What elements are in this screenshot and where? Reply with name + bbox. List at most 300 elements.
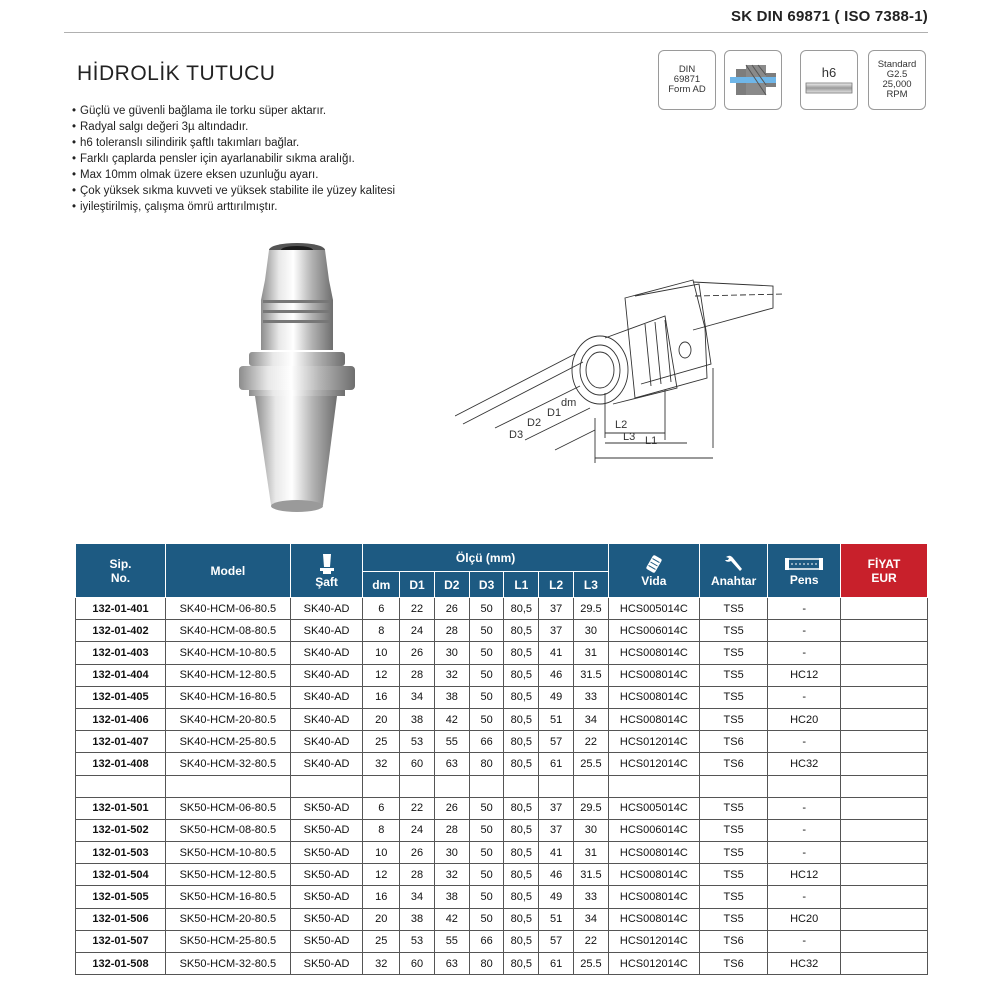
table-cell: HC32 — [768, 953, 841, 975]
header-sip-line1: Sip. — [109, 556, 132, 571]
table-cell: 8 — [363, 819, 400, 841]
table-cell: 50 — [469, 819, 504, 841]
table-cell: HCS008014C — [608, 664, 699, 686]
header-d3: D3 — [469, 572, 504, 598]
table-cell: - — [768, 842, 841, 864]
table-cell: 63 — [434, 953, 469, 975]
table-cell: 34 — [400, 886, 435, 908]
label-l1: L1 — [645, 435, 658, 447]
table-cell: TS6 — [699, 731, 768, 753]
table-cell — [840, 908, 927, 930]
wrench-icon — [722, 554, 746, 574]
table-cell: 60 — [400, 753, 435, 775]
table-cell: 50 — [469, 708, 504, 730]
table-cell: TS6 — [699, 953, 768, 975]
table-cell: TS5 — [699, 598, 768, 620]
table-row — [76, 686, 928, 708]
table-row — [76, 642, 928, 664]
feature-item: • Max 10mm olmak üzere eksen uzunluğu ayarı. — [72, 167, 492, 183]
taper-shank-icon — [318, 553, 336, 575]
table-cell: 51 — [539, 708, 574, 730]
table-cell: 80,5 — [504, 886, 539, 908]
table-cell: SK50-HCM-20-80.5 — [165, 908, 290, 930]
table-cell: 37 — [539, 819, 574, 841]
label-d3: D3 — [509, 429, 524, 441]
table-cell — [840, 686, 927, 708]
table-cell: HCS008014C — [608, 686, 699, 708]
table-cell: 30 — [434, 642, 469, 664]
table-cell: 53 — [400, 731, 435, 753]
collet-icon — [784, 555, 824, 573]
table-cell: 80,5 — [504, 753, 539, 775]
table-cell: 132-01-405 — [76, 686, 166, 708]
table-cell — [840, 664, 927, 686]
table-cell: 37 — [539, 598, 574, 620]
din-standard-badge — [658, 50, 716, 110]
table-cell: 28 — [400, 664, 435, 686]
table-cell: 132-01-508 — [76, 953, 166, 975]
table-cell: 22 — [574, 930, 609, 952]
table-cell: HCS012014C — [608, 930, 699, 952]
table-cell: 41 — [539, 842, 574, 864]
table-cell: HCS008014C — [608, 864, 699, 886]
table-cell: 80,5 — [504, 620, 539, 642]
table-cell: 26 — [434, 797, 469, 819]
table-cell: HC20 — [768, 908, 841, 930]
feature-item: • Radyal salgı değeri 3µ altındadır. — [72, 119, 492, 135]
table-cell: HCS008014C — [608, 842, 699, 864]
table-cell: TS6 — [699, 930, 768, 952]
header-dimensions: Ölçü (mm) — [363, 544, 608, 572]
table-cell: TS5 — [699, 842, 768, 864]
header-dm: dm — [363, 572, 400, 598]
header-collet — [768, 544, 841, 598]
table-cell: SK50-AD — [290, 953, 363, 975]
balance-grade: G2.5 — [886, 69, 908, 80]
table-cell: 61 — [539, 953, 574, 975]
table-cell: 80,5 — [504, 708, 539, 730]
hydraulic-holder-photo — [225, 240, 365, 520]
feature-item: • Çok yüksek sıkma kuvveti ve yüksek stabilite ile yüzey kalitesi — [72, 183, 492, 199]
table-cell: SK40-AD — [290, 642, 363, 664]
table-cell — [840, 819, 927, 841]
table-cell: 51 — [539, 908, 574, 930]
table-cell: TS5 — [699, 797, 768, 819]
table-cell: SK50-HCM-16-80.5 — [165, 886, 290, 908]
table-cell: SK40-HCM-25-80.5 — [165, 731, 290, 753]
table-cell: 50 — [469, 664, 504, 686]
table-cell: 38 — [434, 886, 469, 908]
table-cell: 132-01-505 — [76, 886, 166, 908]
table-cell: HCS012014C — [608, 731, 699, 753]
table-cell: 26 — [400, 842, 435, 864]
table-cell — [840, 864, 927, 886]
table-cell: HCS008014C — [608, 908, 699, 930]
label-l2: L2 — [615, 419, 628, 431]
table-cell: 50 — [469, 886, 504, 908]
table-cell: 32 — [363, 953, 400, 975]
label-d2: D2 — [527, 417, 542, 429]
table-cell: HCS008014C — [608, 886, 699, 908]
table-cell: 12 — [363, 664, 400, 686]
header-sip-line2: No. — [110, 570, 131, 585]
table-cell: 80,5 — [504, 686, 539, 708]
table-row — [76, 864, 928, 886]
table-spacer-cell — [434, 775, 469, 797]
table-cell: SK40-AD — [290, 620, 363, 642]
balance-rpm-unit: RPM — [886, 89, 908, 100]
table-spacer-cell — [363, 775, 400, 797]
feature-item-continued: • iyileştirilmiş, çalışma ömrü arttırılmıştır. — [72, 199, 492, 215]
table-cell: 80,5 — [504, 908, 539, 930]
table-cell: SK40-HCM-32-80.5 — [165, 753, 290, 775]
table-cell: HCS008014C — [608, 708, 699, 730]
table-cell: 49 — [539, 686, 574, 708]
table-cell: 57 — [539, 731, 574, 753]
table-cell: TS5 — [699, 864, 768, 886]
table-cell: HCS005014C — [608, 797, 699, 819]
table-cell: 50 — [469, 797, 504, 819]
table-cell: 24 — [400, 620, 435, 642]
table-cell: TS5 — [699, 886, 768, 908]
table-cell: 38 — [400, 908, 435, 930]
header-shaft — [290, 544, 363, 598]
table-cell: 132-01-401 — [76, 598, 166, 620]
table-cell: 22 — [400, 598, 435, 620]
table-cell: TS5 — [699, 819, 768, 841]
table-cell — [840, 797, 927, 819]
table-cell: HC12 — [768, 864, 841, 886]
table-cell: 132-01-504 — [76, 864, 166, 886]
table-cell: - — [768, 642, 841, 664]
header-model: Model — [165, 544, 290, 598]
label-d1: D1 — [547, 407, 562, 419]
table-cell: 31 — [574, 642, 609, 664]
table-cell: 12 — [363, 864, 400, 886]
table-cell: - — [768, 620, 841, 642]
screw-icon — [643, 554, 665, 574]
table-cell: 46 — [539, 864, 574, 886]
table-spacer-cell — [574, 775, 609, 797]
table-cell: 30 — [574, 620, 609, 642]
table-cell: 6 — [363, 797, 400, 819]
table-cell — [840, 731, 927, 753]
table-cell: - — [768, 797, 841, 819]
table-cell: 80,5 — [504, 664, 539, 686]
table-row — [76, 731, 928, 753]
table-cell — [840, 842, 927, 864]
table-cell: SK40-HCM-06-80.5 — [165, 598, 290, 620]
header-sip — [76, 544, 166, 598]
table-cell: 25 — [363, 731, 400, 753]
table-cell: - — [768, 886, 841, 908]
table-cell: TS5 — [699, 642, 768, 664]
table-cell: 31 — [574, 842, 609, 864]
table-cell: SK40-AD — [290, 664, 363, 686]
table-cell: SK50-HCM-32-80.5 — [165, 953, 290, 975]
table-row — [76, 797, 928, 819]
spec-table — [75, 543, 928, 975]
table-cell: TS5 — [699, 620, 768, 642]
table-cell: SK50-AD — [290, 842, 363, 864]
table-cell: 132-01-406 — [76, 708, 166, 730]
header-shaft-label: Şaft — [315, 574, 338, 589]
table-cell: 16 — [363, 686, 400, 708]
dimension-drawing — [455, 268, 785, 493]
table-cell: 50 — [469, 642, 504, 664]
table-spacer-cell — [768, 775, 841, 797]
table-cell: 16 — [363, 886, 400, 908]
table-cell: 24 — [400, 819, 435, 841]
table-row — [76, 953, 928, 975]
table-cell: 34 — [574, 708, 609, 730]
table-cell: TS5 — [699, 708, 768, 730]
table-cell: SK40-AD — [290, 753, 363, 775]
table-cell: SK50-AD — [290, 864, 363, 886]
table-cell: 29.5 — [574, 797, 609, 819]
table-cell: HCS012014C — [608, 953, 699, 975]
table-cell: SK40-AD — [290, 598, 363, 620]
table-cell: 10 — [363, 642, 400, 664]
table-spacer-cell — [699, 775, 768, 797]
table-cell: SK50-HCM-06-80.5 — [165, 797, 290, 819]
table-spacer-cell — [840, 775, 927, 797]
feature-item: • Farklı çaplarda pensler için ayarlanabilir sıkma aralığı. — [72, 151, 492, 167]
table-cell: 32 — [434, 864, 469, 886]
header-l3: L3 — [574, 572, 609, 598]
table-cell: SK40-AD — [290, 708, 363, 730]
table-cell: 66 — [469, 731, 504, 753]
table-cell: 42 — [434, 708, 469, 730]
table-cell: 30 — [574, 819, 609, 841]
table-cell: SK50-HCM-25-80.5 — [165, 930, 290, 952]
header-d1: D1 — [400, 572, 435, 598]
table-cell: 22 — [400, 797, 435, 819]
table-cell: HCS005014C — [608, 598, 699, 620]
table-row — [76, 819, 928, 841]
table-cell: 50 — [469, 598, 504, 620]
table-cell: 34 — [574, 908, 609, 930]
table-cell: SK40-HCM-16-80.5 — [165, 686, 290, 708]
table-cell: 42 — [434, 908, 469, 930]
table-cell: 132-01-408 — [76, 753, 166, 775]
table-cell: 33 — [574, 686, 609, 708]
table-cell: 30 — [434, 842, 469, 864]
table-cell: 60 — [400, 953, 435, 975]
table-cell: 80,5 — [504, 797, 539, 819]
table-row — [76, 886, 928, 908]
table-cell: SK50-AD — [290, 819, 363, 841]
table-cell: 132-01-503 — [76, 842, 166, 864]
table-cell: HC32 — [768, 753, 841, 775]
table-cell — [840, 708, 927, 730]
table-cell: SK50-HCM-08-80.5 — [165, 819, 290, 841]
holder-section-badge — [724, 50, 782, 110]
table-cell: 80,5 — [504, 731, 539, 753]
table-cell: SK50-AD — [290, 797, 363, 819]
table-cell: SK40-HCM-08-80.5 — [165, 620, 290, 642]
table-cell: - — [768, 930, 841, 952]
table-cell: 80,5 — [504, 598, 539, 620]
table-cell: SK50-HCM-10-80.5 — [165, 842, 290, 864]
table-cell: 33 — [574, 886, 609, 908]
top-divider — [64, 32, 928, 33]
table-cell: 31.5 — [574, 864, 609, 886]
table-spacer-cell — [165, 775, 290, 797]
table-cell: 55 — [434, 731, 469, 753]
table-cell: TS6 — [699, 753, 768, 775]
feature-list — [72, 103, 492, 215]
table-cell: 25.5 — [574, 753, 609, 775]
table-spacer-cell — [290, 775, 363, 797]
table-row — [76, 664, 928, 686]
table-cell — [840, 886, 927, 908]
table-cell: 20 — [363, 908, 400, 930]
table-cell: 28 — [434, 819, 469, 841]
table-cell: 25 — [363, 930, 400, 952]
table-cell: 29.5 — [574, 598, 609, 620]
header-key — [699, 544, 768, 598]
table-spacer-cell — [504, 775, 539, 797]
table-spacer-cell — [469, 775, 504, 797]
table-cell: 26 — [400, 642, 435, 664]
table-row — [76, 842, 928, 864]
spec-table-body — [76, 598, 928, 975]
table-cell: 8 — [363, 620, 400, 642]
table-cell: - — [768, 731, 841, 753]
table-row — [76, 908, 928, 930]
label-l3: L3 — [623, 431, 636, 443]
table-cell: 50 — [469, 842, 504, 864]
header-collet-label: Pens — [789, 572, 819, 587]
table-cell: SK50-AD — [290, 886, 363, 908]
table-row — [76, 753, 928, 775]
table-cell: 80 — [469, 953, 504, 975]
table-cell: TS5 — [699, 664, 768, 686]
table-cell: 25.5 — [574, 953, 609, 975]
table-cell: 41 — [539, 642, 574, 664]
table-cell: 32 — [434, 664, 469, 686]
balance-badge — [868, 50, 926, 110]
table-cell: 66 — [469, 930, 504, 952]
table-row — [76, 598, 928, 620]
table-cell: - — [768, 686, 841, 708]
page-title: HİDROLİK TUTUCU — [77, 62, 276, 85]
table-cell — [840, 598, 927, 620]
table-cell: 46 — [539, 664, 574, 686]
table-cell: 32 — [363, 753, 400, 775]
table-spacer-cell — [400, 775, 435, 797]
table-cell: 50 — [469, 620, 504, 642]
table-cell: 38 — [400, 708, 435, 730]
feature-item: • Güçlü ve güvenli bağlama ile torku süper aktarır. — [72, 103, 492, 119]
table-spacer-row — [76, 775, 928, 797]
table-cell: 80,5 — [504, 642, 539, 664]
table-cell: SK40-HCM-20-80.5 — [165, 708, 290, 730]
table-cell: 28 — [434, 620, 469, 642]
standard-title: SK DIN 69871 ( ISO 7388-1) — [731, 8, 928, 25]
label-dm: dm — [561, 397, 577, 409]
header-screw-label: Vida — [641, 573, 667, 588]
table-cell: 10 — [363, 842, 400, 864]
header-screw — [608, 544, 699, 598]
table-cell: TS5 — [699, 686, 768, 708]
table-cell: 132-01-407 — [76, 731, 166, 753]
table-cell: 53 — [400, 930, 435, 952]
feature-item: • h6 toleranslı silindirik şaftlı takımları bağlar. — [72, 135, 492, 151]
table-cell: 50 — [469, 908, 504, 930]
table-cell: HCS012014C — [608, 753, 699, 775]
table-cell: HCS008014C — [608, 642, 699, 664]
table-cell: - — [768, 598, 841, 620]
header-price-line2: EUR — [871, 570, 897, 585]
table-spacer-cell — [539, 775, 574, 797]
header-price — [840, 544, 927, 598]
table-cell: 80 — [469, 753, 504, 775]
table-cell: 80,5 — [504, 819, 539, 841]
table-cell: 132-01-403 — [76, 642, 166, 664]
table-cell: 132-01-506 — [76, 908, 166, 930]
table-cell: SK40-AD — [290, 686, 363, 708]
table-cell: - — [768, 819, 841, 841]
table-cell: HCS006014C — [608, 819, 699, 841]
din-label: DIN — [678, 64, 696, 75]
table-cell: 50 — [469, 864, 504, 886]
table-cell: 22 — [574, 731, 609, 753]
din-form: Form AD — [668, 84, 706, 95]
table-cell: HCS006014C — [608, 620, 699, 642]
table-cell: 20 — [363, 708, 400, 730]
table-cell: TS5 — [699, 908, 768, 930]
holder-section-icon — [726, 55, 780, 105]
table-cell: SK50-AD — [290, 930, 363, 952]
table-cell: 132-01-507 — [76, 930, 166, 952]
table-cell: 57 — [539, 930, 574, 952]
table-cell: HC12 — [768, 664, 841, 686]
table-cell: SK40-AD — [290, 731, 363, 753]
header-price-line1: FİYAT — [867, 556, 901, 571]
table-spacer-cell — [76, 775, 166, 797]
table-cell: 132-01-404 — [76, 664, 166, 686]
tolerance-badge — [800, 50, 858, 110]
header-l2: L2 — [539, 572, 574, 598]
table-cell: 31.5 — [574, 664, 609, 686]
cylinder-shank-icon — [804, 80, 854, 96]
table-cell — [840, 753, 927, 775]
table-cell — [840, 930, 927, 952]
table-cell: 80,5 — [504, 842, 539, 864]
table-cell: SK50-HCM-12-80.5 — [165, 864, 290, 886]
table-cell: 63 — [434, 753, 469, 775]
balance-rpm-value: 25,000 — [882, 79, 912, 90]
table-cell: 37 — [539, 797, 574, 819]
table-cell: 132-01-402 — [76, 620, 166, 642]
table-cell — [840, 620, 927, 642]
table-row — [76, 708, 928, 730]
table-cell: SK50-AD — [290, 908, 363, 930]
table-cell: 61 — [539, 753, 574, 775]
table-cell: 132-01-501 — [76, 797, 166, 819]
table-cell: 80,5 — [504, 930, 539, 952]
header-key-label: Anahtar — [710, 573, 757, 588]
header-d2: D2 — [434, 572, 469, 598]
din-number: 69871 — [673, 74, 701, 85]
table-row — [76, 930, 928, 952]
table-cell: 132-01-502 — [76, 819, 166, 841]
table-cell: SK40-HCM-12-80.5 — [165, 664, 290, 686]
tolerance-label: h6 — [821, 64, 837, 80]
table-spacer-cell — [608, 775, 699, 797]
